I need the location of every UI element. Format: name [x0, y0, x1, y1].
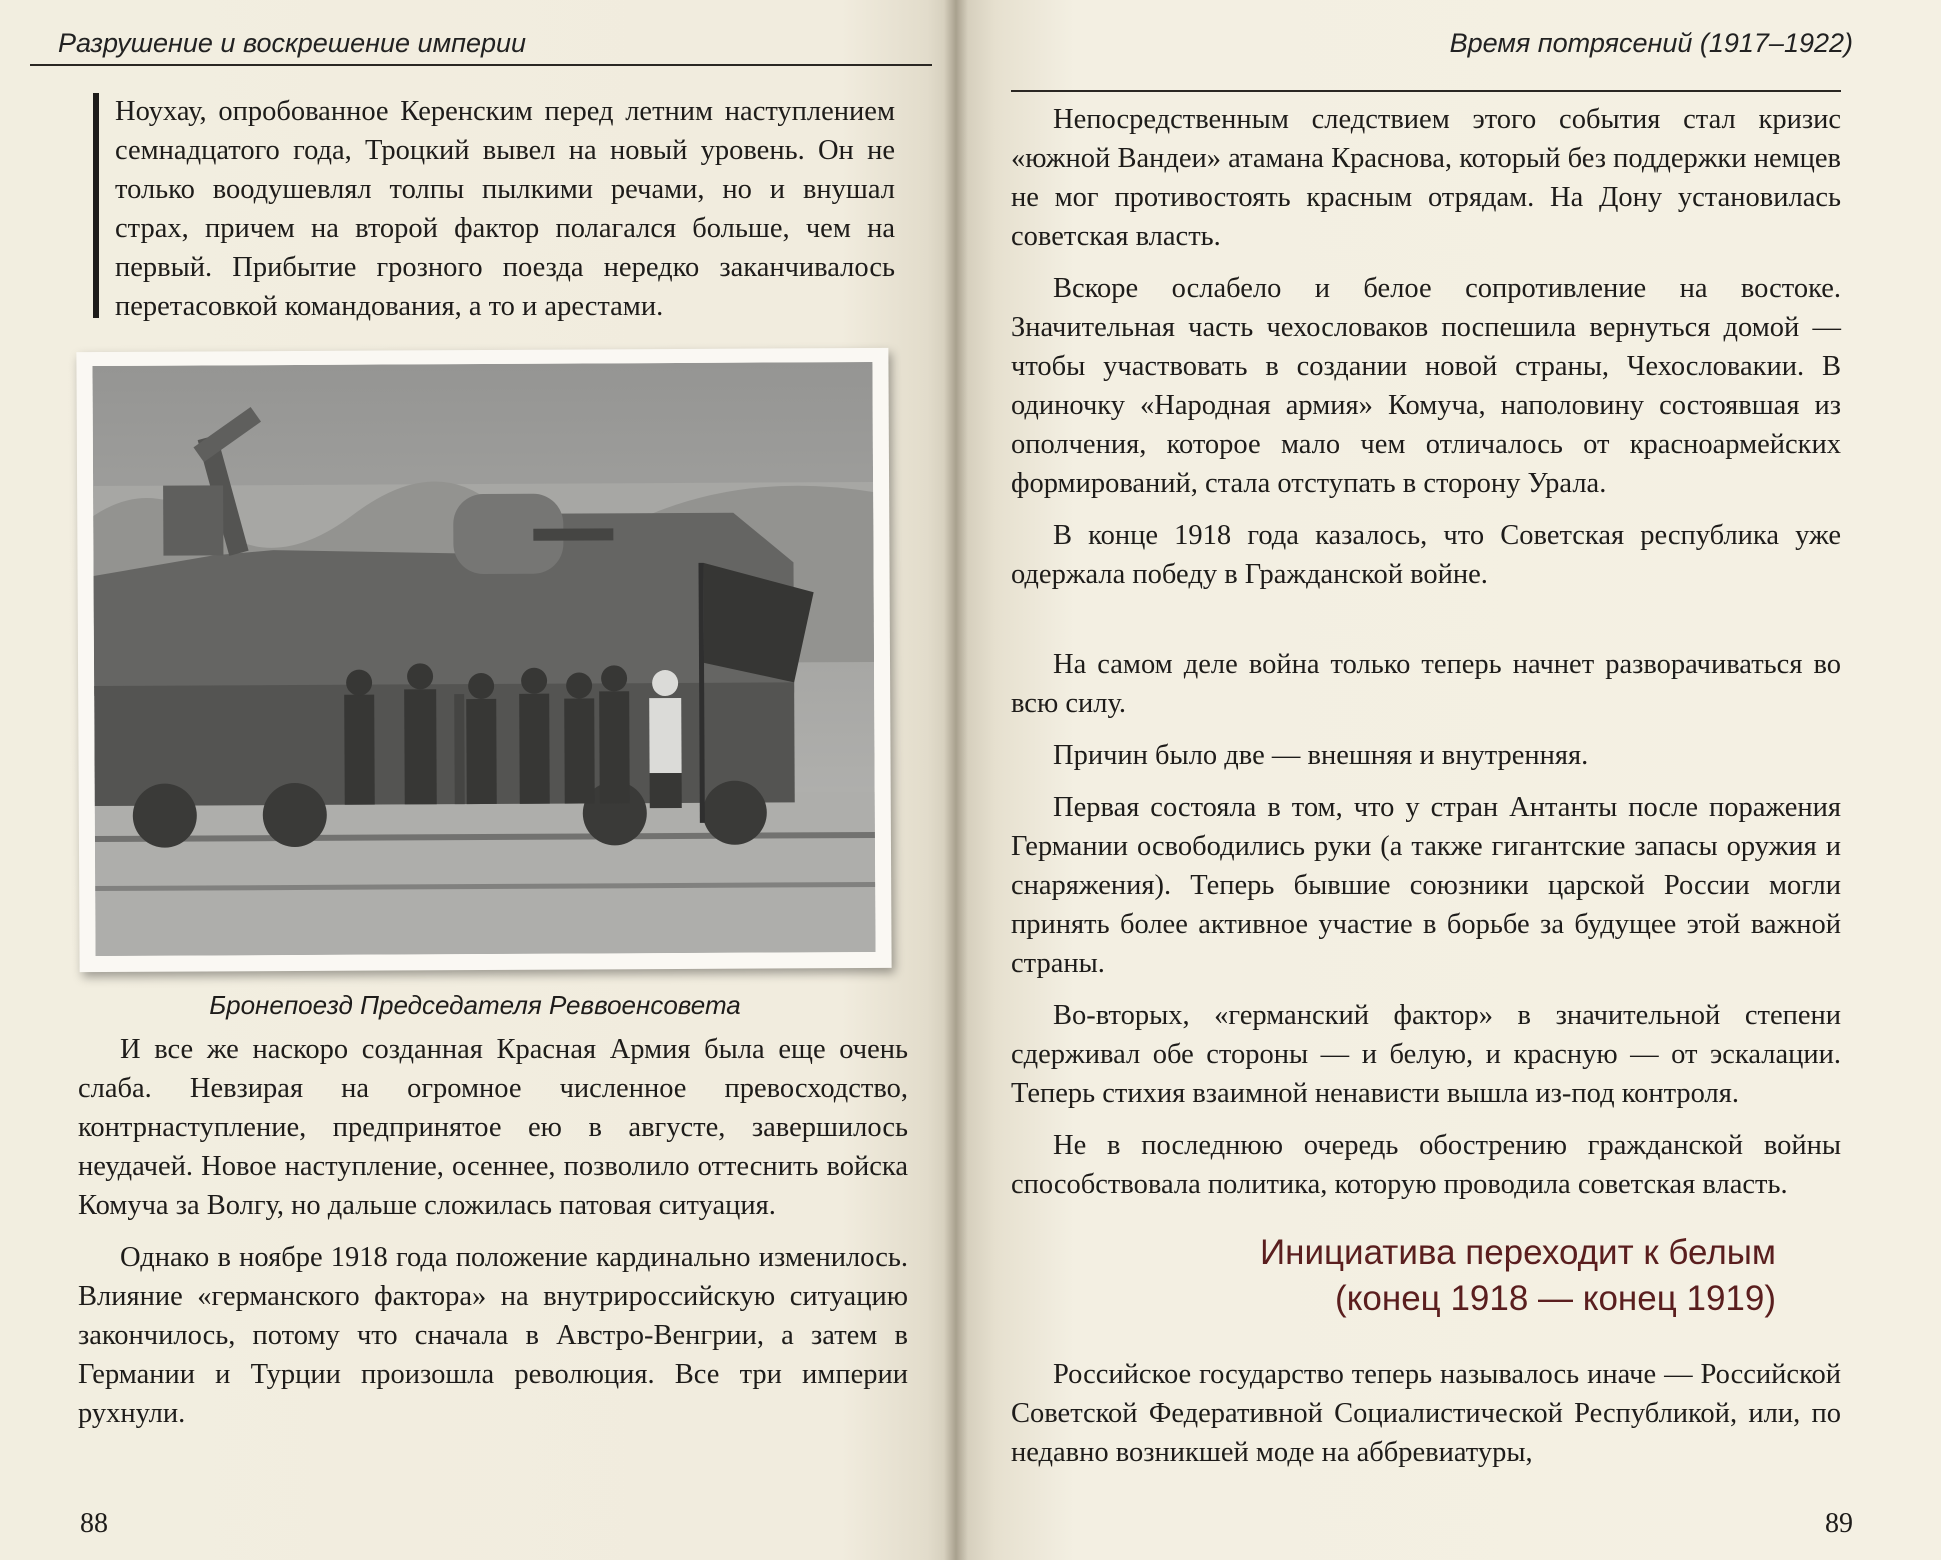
photo-caption: Бронепоезд Председателя Реввоенсовета [209, 990, 741, 1020]
quote-block [115, 92, 895, 326]
right-body-bottom [1011, 1355, 1841, 1472]
right-body-top [1011, 100, 1841, 594]
section-heading [1106, 1230, 1776, 1322]
armored-train-photo [76, 348, 891, 972]
left-page [0, 0, 956, 1560]
book-gutter [944, 0, 968, 1560]
right-paragraph-2: Вскоре ослабело и белое сопротивление на востоке. Значительная часть чехословаков поспешила вернуться домой — чтобы участвовать в создании новой страны, Чехословакии. В одиночку «Народная армия» Комуча, наполовину состоявшая из ополчения, которое мало чем отличалось от красноармейских формирований, стала отступать в сторону Урала. [1011, 273, 1841, 499]
right-paragraph-6: Первая состояла в том, что у стран Антанты после поражения Германии освободились руки (а также гигантские запасы оружия и снаряжения). Теперь бывшие союзники царской России могли принять более активное участие в борьбе за будущее этой важной страны. [1011, 792, 1841, 979]
left-paragraph-1: И все же наскоро созданная Красная Армия была еще очень слаба. Невзирая на огромное численное превосходство, контрнаступление, предпринятое ею в августе, завершилось неудачей. Новое наступление, осеннее, позволило оттеснить войска Комуча за Волгу, но дальше сложилась патовая ситуация. [78, 1034, 908, 1221]
right-paragraph-9: Российское государство теперь называлось иначе — Российской Советской Федеративной Социалистической Республикой, или, по недавно возникшей моде на аббревиатуры, [1011, 1359, 1841, 1468]
right-paragraph-8: Не в последнюю очередь обострению гражданской войны способствовала политика, которую проводила советская власть. [1011, 1130, 1841, 1200]
right-paragraph-4: На самом деле война только теперь начнет разворачиваться во всю силу. [1011, 649, 1841, 719]
right-paragraph-5: Причин было две — внешняя и внутренняя. [1053, 740, 1589, 771]
section-heading-line-1: Инициатива переходит к белым [1259, 1233, 1776, 1272]
right-paragraph-7: Во-вторых, «германский фактор» в значительной степени сдерживал обе стороны — и белую, и красную — от эскалации. Теперь стихия взаимной ненависти вышла из-под контроля. [1011, 1000, 1841, 1109]
right-body-mid [1011, 645, 1841, 1204]
left-header-rule [30, 64, 932, 66]
right-running-head: Время потрясений (1917–1922) [1449, 28, 1853, 58]
section-heading-line-2: (конец 1918 — конец 1919) [1335, 1279, 1776, 1318]
right-page [956, 0, 1941, 1560]
right-paragraph-1: Непосредственным следствием этого события стал кризис «южной Вандеи» атамана Краснова, который без поддержки немцев не мог противостоять красным отрядам. На Дону установилась советская власть. [1011, 104, 1841, 252]
quote-paragraph: Ноухау, опробованное Керенским перед летним наступлением семнадцатого года, Троцкий вывел на новый уровень. Он не только воодушевлял толпы пылкими речами, но и внушал страх, причем на второй фактор полагался больше, чем на первый. Прибытие грозного поезда нередко заканчивалось перетасовкой командования, а то и арестами. [115, 96, 895, 322]
left-running-head: Разрушение и воскрешение империи [58, 28, 527, 58]
right-page-number: 89 [1825, 1508, 1853, 1539]
quote-bar [93, 93, 99, 318]
right-paragraph-3: В конце 1918 года казалось, что Советская республика уже одержала победу в Гражданской войне. [1011, 520, 1841, 590]
left-paragraph-2: Однако в ноябре 1918 года положение кардинально изменилось. Влияние «германского фактора» на внутрироссийскую ситуацию закончилось, потому что сначала в Австро-Венгрии, а затем в Германии и Турции произошла революция. Все три империи рухнули. [78, 1242, 908, 1429]
right-header-rule [1011, 90, 1841, 92]
armored-train-image [92, 362, 875, 956]
left-body [78, 1030, 908, 1433]
left-page-number: 88 [80, 1508, 108, 1539]
